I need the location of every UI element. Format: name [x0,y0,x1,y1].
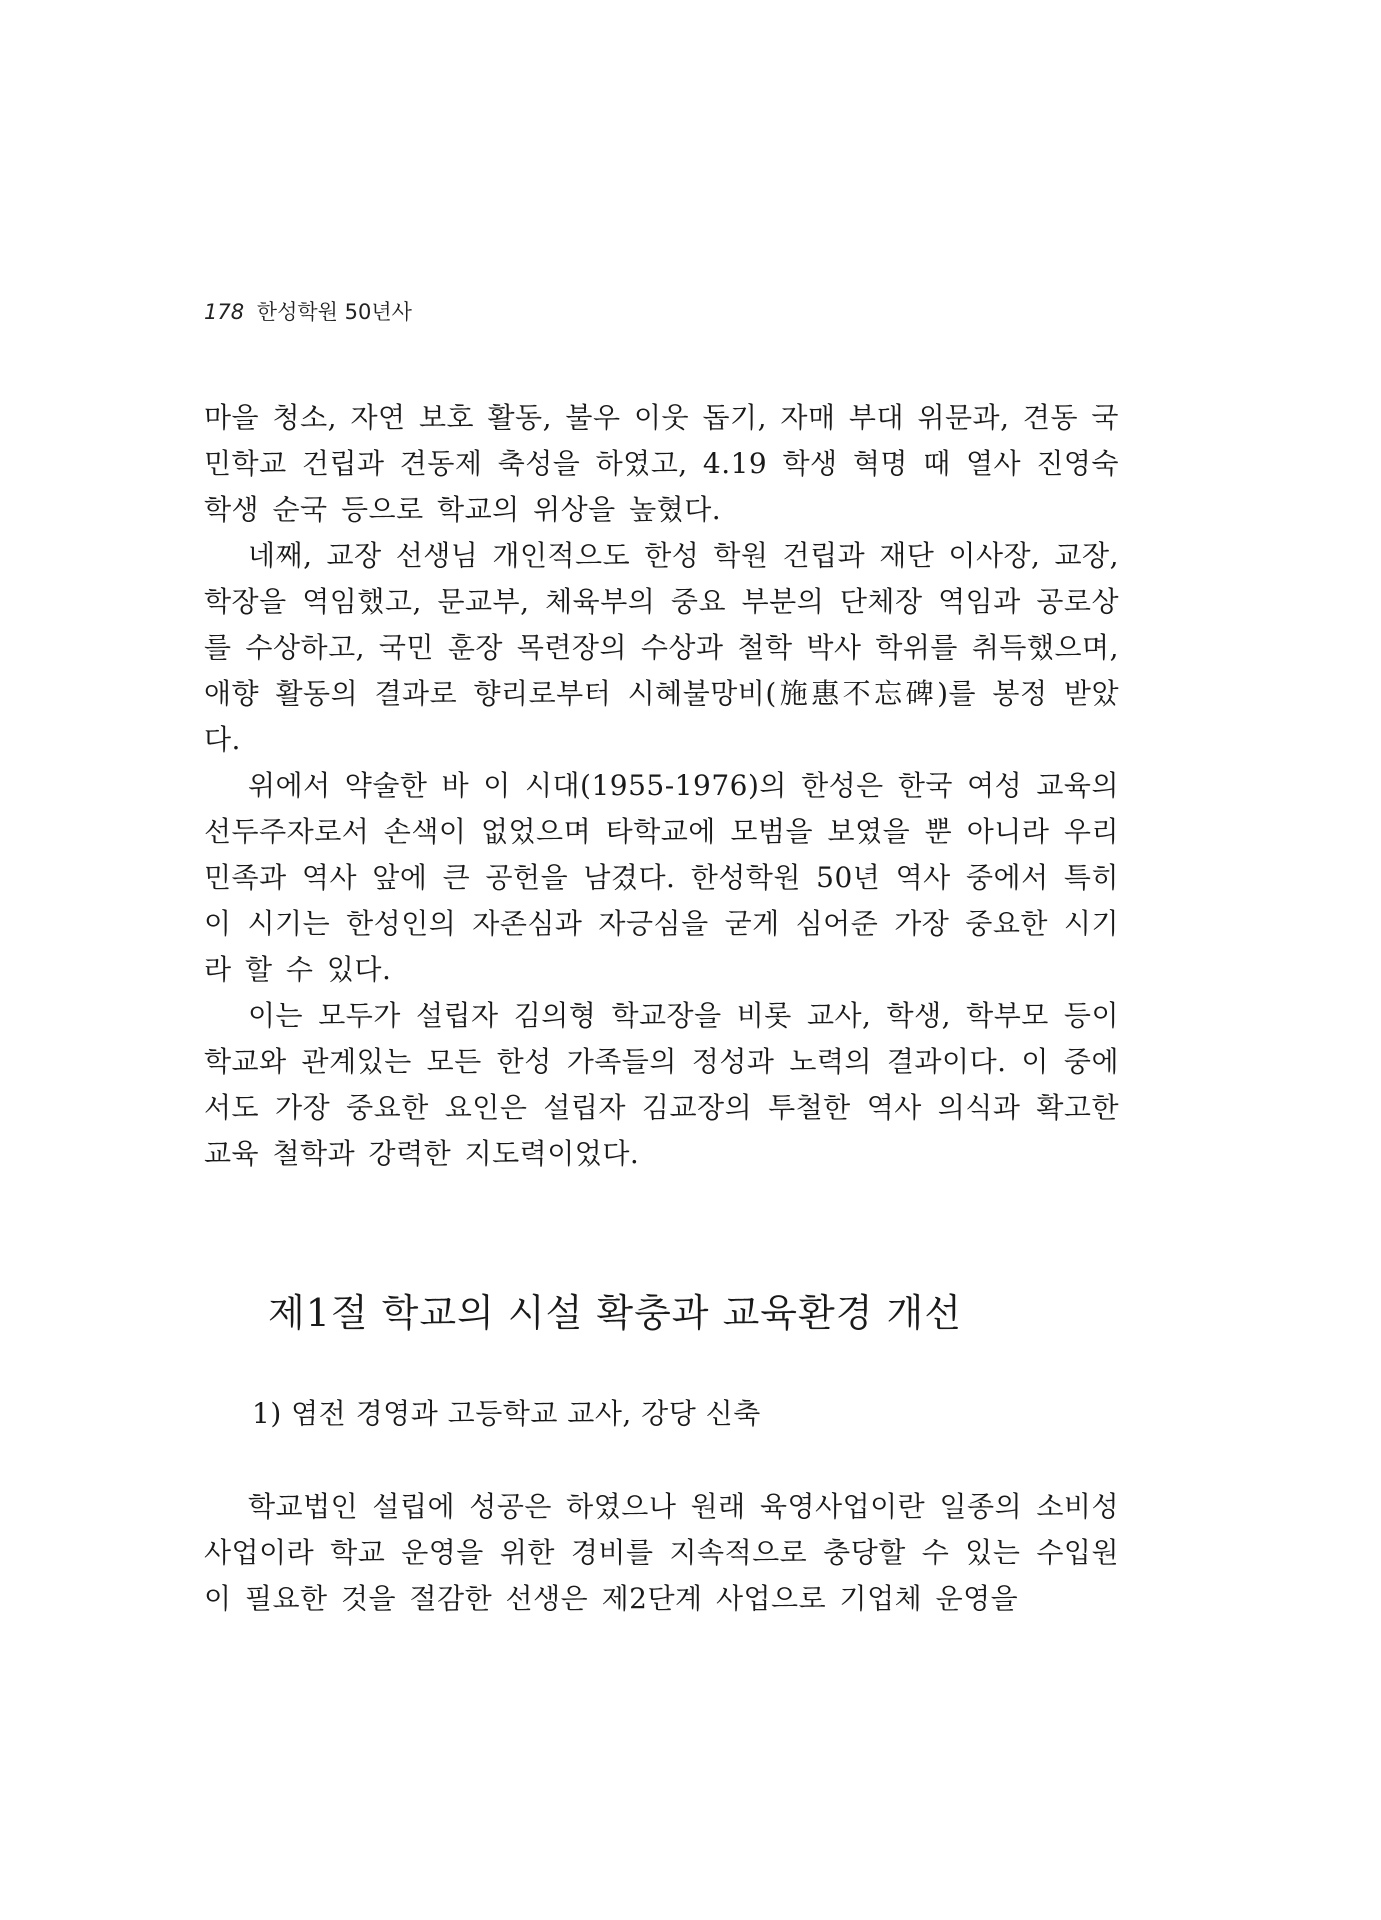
running-header [204,296,412,326]
book-title: 한성학원 50년사 [256,300,412,324]
paragraph-2: 네째, 교장 선생님 개인적으도 한성 학원 건립과 재단 이사장, 교장, 학장을 역임했고, 문교부, 체육부의 중요 부분의 단체장 역임과 공로상를 수상하고, 국민 훈장 목련장의 수상과 철학 박사 학위를 취득했으며, 애향 활동의 결과로 향리로부터 시혜불망비(施惠不忘碑)를 봉정 받았다. [204,539,1119,756]
body-text-top [204,395,1119,1177]
paragraph-5: 학교법인 설립에 성공은 하였으나 원래 육영사업이란 일종의 소비성 사업이라 학교 운영을 위한 경비를 지속적으로 충당할 수 있는 수입원이 필요한 것을 절감한 선생은 제2단계 사업으로 기업체 운영을 [204,1490,1119,1615]
paragraph-3: 위에서 약술한 바 이 시대(1955-1976)의 한성은 한국 여성 교육의 선두주자로서 손색이 없었으며 타학교에 모범을 보였을 뿐 아니라 우리 민족과 역사 앞에 큰 공헌을 남겼다. 한성학원 50년 역사 중에서 특히 이 시기는 한성인의 자존심과 자긍심을 굳게 심어준 가장 중요한 시기라 할 수 있다. [204,769,1119,986]
section-heading: 제1절 학교의 시설 확충과 교육환경 개선 [268,1291,962,1335]
paragraph-4: 이는 모두가 설립자 김의형 학교장을 비롯 교사, 학생, 학부모 등이 학교와 관계있는 모든 한성 가족들의 정성과 노력의 결과이다. 이 중에서도 가장 중요한 요인은 설립자 김교장의 투철한 역사 의식과 확고한 교육 철학과 강력한 지도력이었다. [204,999,1119,1170]
body-text-bottom [204,1484,1119,1622]
page-number: 178 [204,300,245,324]
paragraph-1: 마을 청소, 자연 보호 활동, 불우 이웃 돕기, 자매 부대 위문과, 견동 국민학교 건립과 견동제 축성을 하였고, 4.19 학생 혁명 때 열사 진영숙 학생 순국 등으로 학교의 위상을 높혔다. [204,401,1119,526]
subsection-heading: 1) 염전 경영과 고등학교 교사, 강당 신축 [252,1397,761,1430]
